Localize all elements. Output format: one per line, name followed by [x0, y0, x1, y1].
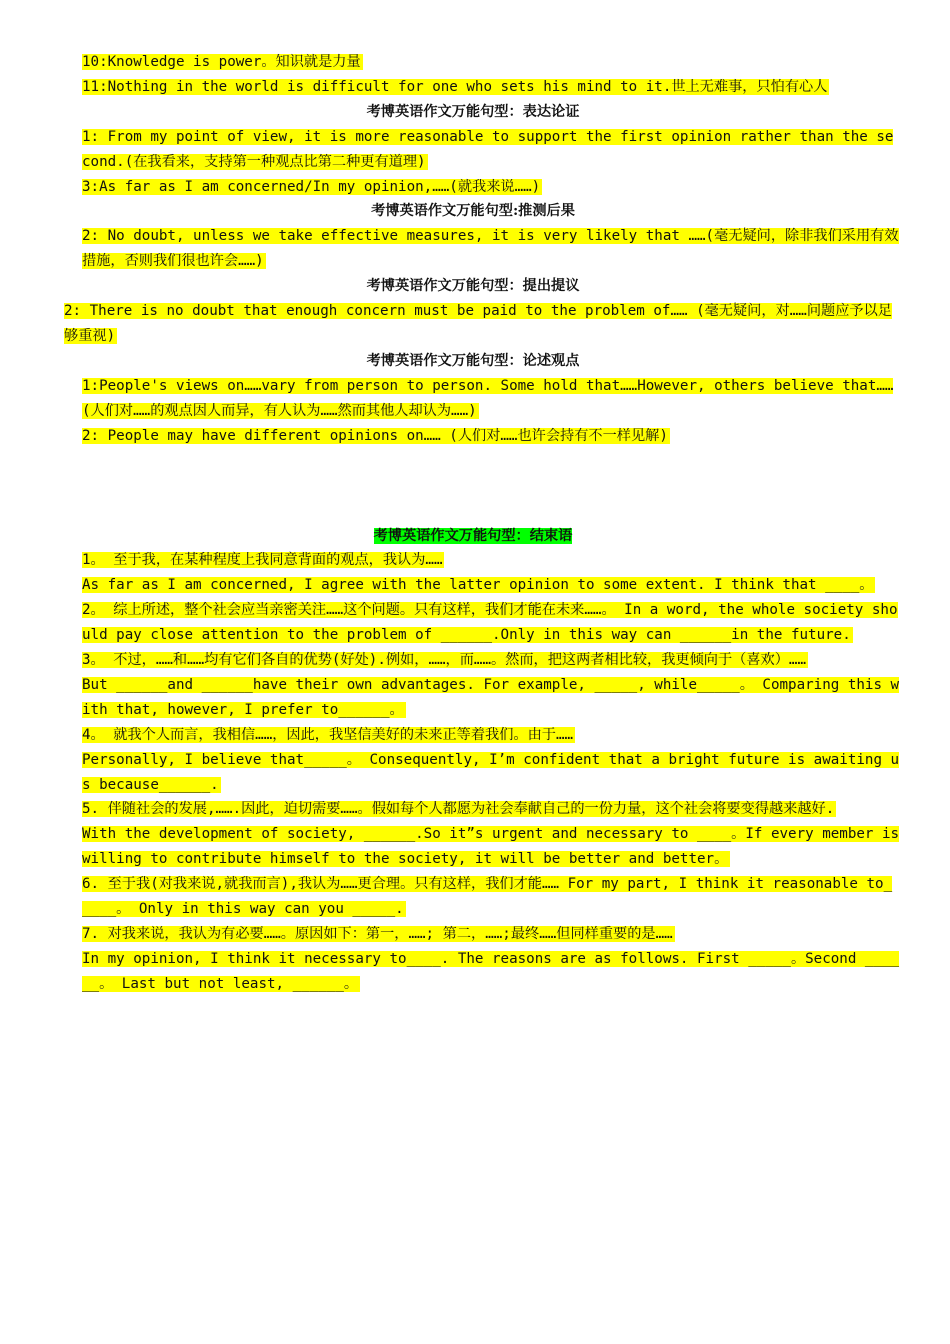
consequence-item-2: 2: No doubt, unless we take effective measures, it is very likely that ……(毫无疑问，除非我们采用有效措施，否则我们很也许会……)	[82, 228, 899, 270]
section-gap	[46, 449, 900, 524]
conclusion-3-cn: 3。 不过，……和……均有它们各自的优势(好处).例如，……，而……。然而，把这两者相比较，我更倾向于（喜欢）……	[82, 652, 807, 669]
item-10: 10:Knowledge is power。知识就是力量	[82, 54, 361, 70]
heading-viewpoint: 考博英语作文万能句型：论述观点	[366, 352, 580, 369]
heading-consequence: 考博英语作文万能句型:推测后果	[371, 203, 575, 220]
heading-conclusion: 考博英语作文万能句型：结束语	[373, 527, 573, 544]
conclusion-2: 2。 综上所述，整个社会应当亲密关注……这个问题。只有这样，我们才能在未来……。 In a word, the whole society should pay close attention to the problem of ______.Only in this way can ______in the future.	[82, 602, 898, 644]
viewpoint-item-2: 2: People may have different opinions on…… (人们对……也许会持有不一样见解)	[82, 427, 668, 444]
conclusion-7-en: In my opinion, I think it necessary to____. The reasons are as follows. First _____。Second ______。 Last but not least, ______。	[82, 950, 900, 992]
conclusion-3-en: But ______and ______have their own advantages. For example, _____, while_____。 Comparing this with that, however, I prefer to______。	[82, 676, 900, 718]
conclusion-1-cn: 1。 至于我，在某种程度上我同意背面的观点，我认为……	[82, 552, 443, 569]
heading-argument: 考博英语作文万能句型：表达论证	[366, 103, 580, 120]
viewpoint-item-1: 1:People's views on……vary from person to person. Some hold that……However, others believe that……(人们对……的观点因人而异，有人认为……然而其他人却认为……)	[82, 377, 894, 419]
conclusion-1-en: As far as I am concerned, I agree with the latter opinion to some extent. I think that ____。	[82, 577, 874, 594]
heading-suggestion: 考博英语作文万能句型：提出提议	[366, 278, 580, 295]
conclusion-4-cn: 4。 就我个人而言，我相信……，因此，我坚信美好的未来正等着我们。由于……	[82, 726, 574, 743]
argument-item-1: 1: From my point of view, it is more reasonable to support the first opinion rather than the second.(在我看来，支持第一种观点比第二种更有道理)	[82, 128, 894, 170]
suggestion-item-2: 2: There is no doubt that enough concern must be paid to the problem of…… (毫无疑问，对……问题应予以足够重视)	[64, 303, 892, 344]
conclusion-6: 6. 至于我(对我来说,就我而言),我认为……更合理。只有这样，我们才能…… For my part, I think it reasonable to_____。 Only in this way can you _____.	[82, 876, 893, 918]
conclusion-7-cn: 7. 对我来说，我认为有必要……。原因如下：第一，……; 第二，……;最终……但同样重要的是……	[82, 926, 673, 942]
argument-item-3: 3:As far as I am concerned/In my opinion,……(就我来说……)	[82, 178, 541, 195]
conclusion-5-cn: 5. 伴随社会的发展,…….因此，迫切需要……。假如每个人都愿为社会奉献自己的一份力量，这个社会将要变得越来越好.	[82, 801, 835, 818]
conclusion-4-en: Personally, I believe that_____。 Consequently, I’m confident that a bright future is awaiting us because______.	[82, 751, 900, 793]
document-page	[46, 50, 900, 997]
item-11: 11:Nothing in the world is difficult for one who sets his mind to it.世上无难事，只怕有心人	[82, 78, 828, 95]
conclusion-5-en: With the development of society, ______.So it”s urgent and necessary to ____。If every member is willing to contribute himself to the society, it will be better and better。	[82, 826, 900, 868]
